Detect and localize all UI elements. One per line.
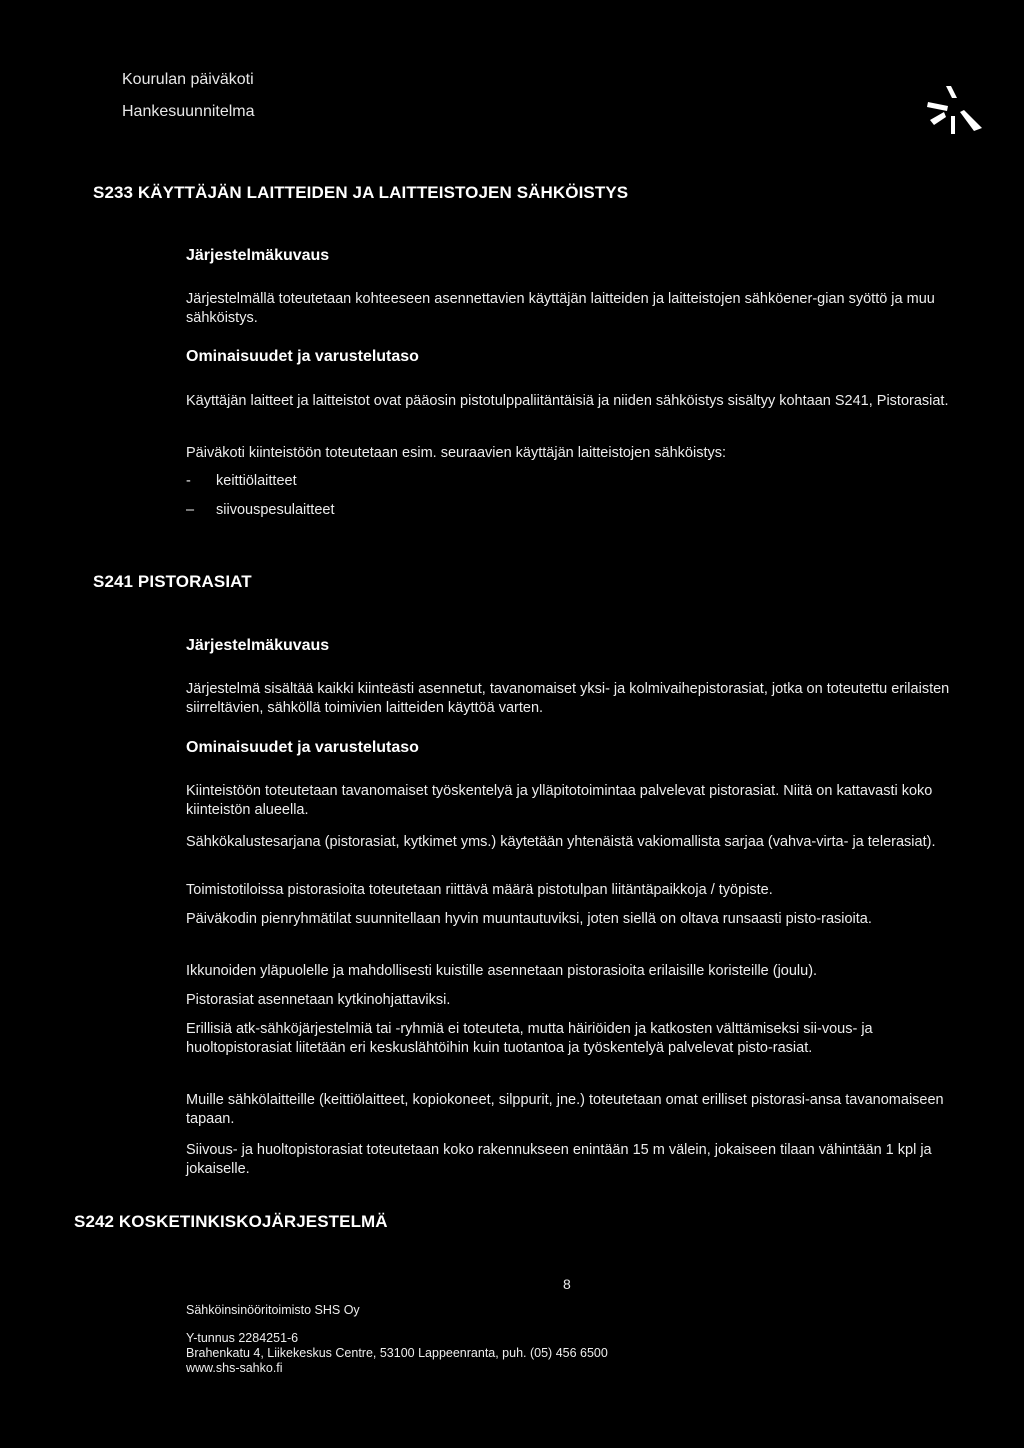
footer-company: Sähköinsinööritoimisto SHS Oy <box>186 1303 360 1317</box>
s233-heading-features: Ominaisuudet ja varustelutaso <box>186 348 419 365</box>
section-title-s241: S241 PISTORASIAT <box>93 572 252 591</box>
list-text: siivouspesulaitteet <box>216 502 335 518</box>
list-text: keittiölaitteet <box>216 473 297 489</box>
header-project: Kourulan päiväkoti <box>122 71 254 88</box>
s233-paragraph-3: Päiväkoti kiinteistöön toteutetaan esim. seuraavien käyttäjän laitteistojen sähköistys: <box>186 445 727 461</box>
header-doc-type: Hankesuunnitelma <box>122 103 255 120</box>
s233-heading-system: Järjestelmäkuvaus <box>186 247 330 264</box>
list-item <box>186 502 335 518</box>
footer-address: Brahenkatu 4, Liikekeskus Centre, 53100 Lappeenranta, puh. (05) 456 6500 <box>186 1346 608 1360</box>
list-item <box>186 473 297 489</box>
s241-paragraph: Muille sähkölaitteille (keittiölaitteet, kopiokoneet, silppurit, jne.) toteutetaan omat erilliset pistorasi-ansa tavanomaiseen tapaan. <box>186 1092 944 1127</box>
s241-paragraph: Sähkökalustesarjana (pistorasiat, kytkimet yms.) käytetään yhtenäistä vakiomallista sarjaa (vahva-virta- ja telerasiat). <box>186 834 936 850</box>
s241-paragraph: Ikkunoiden yläpuolelle ja mahdollisesti kuistille asennetaan pistorasioita erilaisille koristeille (joulu). <box>186 963 818 979</box>
footer-ytunnus: Y-tunnus 2284251-6 <box>186 1331 299 1345</box>
shs-logo-icon <box>924 84 984 136</box>
section-title-s233: S233 KÄYTTÄJÄN LAITTEIDEN JA LAITTEISTOJEN SÄHKÖISTYS <box>93 183 629 202</box>
s241-paragraph: Pistorasiat asennetaan kytkinohjattaviksi. <box>186 992 451 1008</box>
s241-paragraph-1: Järjestelmä sisältää kaikki kiinteästi asennetut, tavanomaiset yksi- ja kolmivaihepistorasiat, jotka on toteutettu erilaisten siirreltävien, sähköllä toimivien laitteiden käyttöä varten. <box>186 681 950 716</box>
s241-paragraph: Päiväkodin pienryhmätilat suunnitellaan hyvin muuntautuviksi, joten siellä on oltava runsaasti pisto-rasioita. <box>186 911 872 927</box>
s241-paragraph: Erillisiä atk-sähköjärjestelmiä tai -ryhmiä ei toteuteta, mutta häiriöiden ja katkosten välttämiseksi sii-vous- ja huoltopistorasiat liitetään eri keskuslähtöihin kuin tuotantoa ja työskentelyä palvelevat pisto-rasiat. <box>186 1021 873 1056</box>
s233-paragraph-1: Järjestelmällä toteutetaan kohteeseen asennettavien käyttäjän laitteiden ja laitteistojen sähköener-gian syöttö ja muu sähköistys. <box>186 291 935 326</box>
s241-heading-system: Järjestelmäkuvaus <box>186 637 330 654</box>
s241-paragraph: Toimistotiloissa pistorasioita toteutetaan riittävä määrä pistotulpan liitäntäpaikkoja / työpiste. <box>186 882 773 898</box>
list-dash: – <box>186 502 195 518</box>
section-title-s242: S242 KOSKETINKISKOJÄRJESTELMÄ <box>74 1212 388 1231</box>
s241-paragraph: Kiinteistöön toteutetaan tavanomaiset työskentelyä ja ylläpitotoimintaa palvelevat pistorasiat. Niitä on kattavasti koko kiinteistön alueella. <box>186 783 933 818</box>
footer-website: www.shs-sahko.fi <box>186 1361 283 1375</box>
page-number: 8 <box>563 1276 571 1292</box>
s233-paragraph-2: Käyttäjän laitteet ja laitteistot ovat pääosin pistotulppaliitäntäisiä ja niiden sähköistys sisältyy kohtaan S241, Pistorasiat. <box>186 393 949 409</box>
s241-paragraph: Siivous- ja huoltopistorasiat toteutetaan koko rakennukseen enintään 15 m välein, jokaiseen tilaan vähintään 1 kpl ja jokaiselle. <box>186 1142 932 1177</box>
list-dash: - <box>186 473 191 489</box>
s241-heading-features: Ominaisuudet ja varustelutaso <box>186 739 419 756</box>
